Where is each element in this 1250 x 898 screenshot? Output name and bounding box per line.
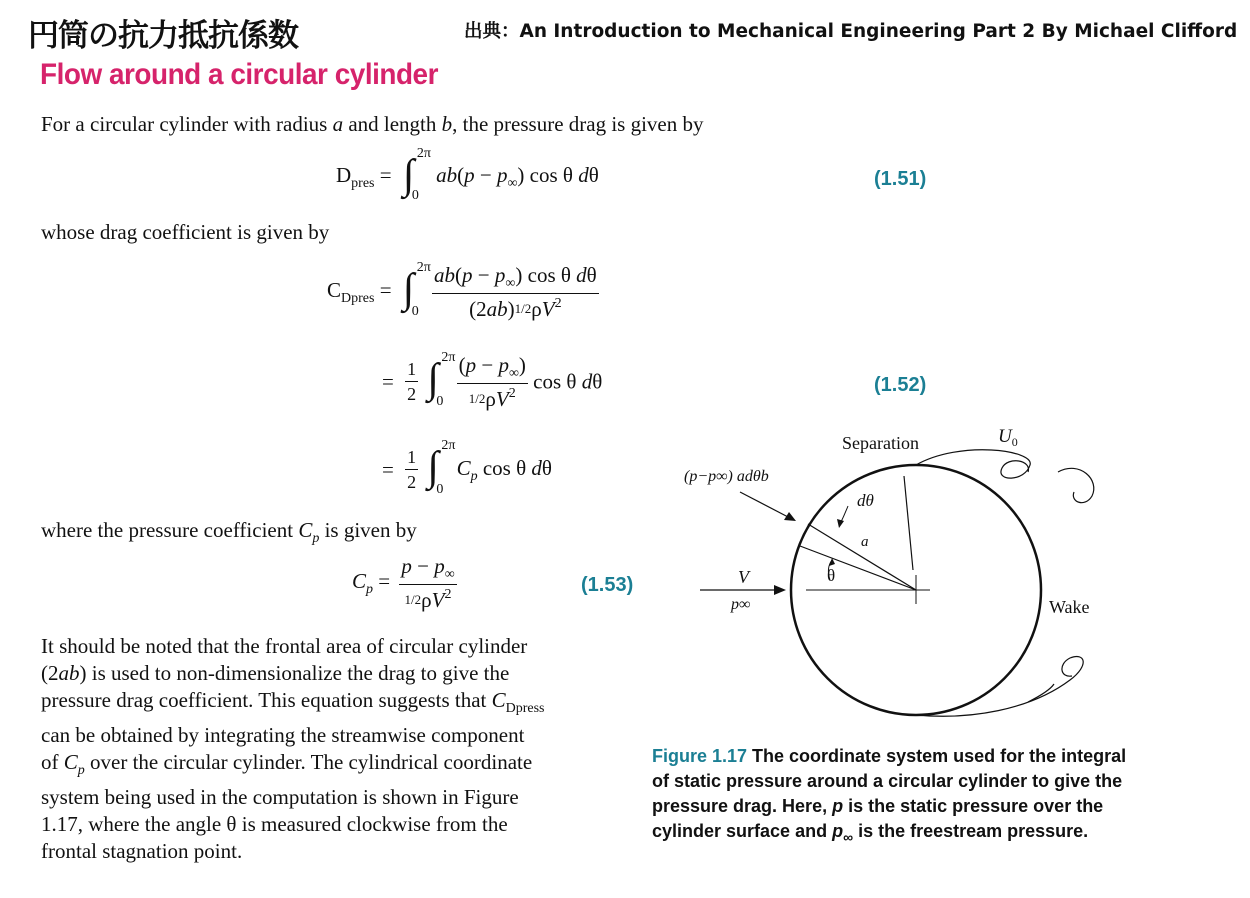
velocity-label: V [738, 567, 749, 587]
u0-label: $U_0$ [998, 426, 1018, 449]
radius-label: a [861, 534, 869, 550]
equation-1-52-line-3: = $\frac{1}{2}$ ∫ 2π 0 $C_p$ cos θ dθ [382, 438, 552, 497]
force-label: (p−p∞) adθb [684, 468, 769, 485]
equation-1-51: $D_{pres}$ = ∫ 2π 0 $ab(p - p_\infty)$ cos θ dθ [336, 146, 599, 203]
section-title: Flow around a circular cylinder [40, 58, 438, 91]
equation-number-1-51: (1.51) [874, 168, 927, 190]
equation-number-1-53: (1.53) [581, 574, 634, 596]
wake-curl-top [916, 450, 1030, 478]
wake-label: Wake [1049, 597, 1090, 617]
separation-label: Separation [842, 433, 919, 453]
page-title-japanese: 円筒の抗力抵抗係数 [28, 18, 298, 54]
wake-curl-bottom [916, 657, 1083, 717]
drag-coefficient-text: whose drag coefficient is given by [41, 220, 330, 244]
separation-line [904, 476, 913, 570]
figure-caption: Figure 1.17 The coordinate system used for the integral of static pressure around a circular cylinder to give the pressure drag. Here, p is the static pressure over the cylinder surface and $p_\infty$ is the freestream pressure. [652, 746, 1127, 845]
equation-1-53: $C_p$ = $\frac{p - p_\infty}{1/2\rho V^2}$ [352, 554, 455, 612]
force-arrow [740, 492, 790, 518]
theta-label: θ [827, 566, 836, 585]
radius-line-2 [800, 546, 916, 590]
body-paragraph: It should be noted that the frontal area of circular cylinder (2ab) is used to non-dimensionalize the drag to give the pressure drag coefficient. This equation suggests that $C_{Dpress}$ can be obtained by integrating the streamwise component of $C_p$ over the circular cylinder. The cylindrical coordinate system being used in the computation is shown in Figure 1.17, where the angle θ is measured clockwise from the frontal stagnation point. [41, 634, 545, 863]
figure-number: Figure 1.17 [652, 746, 748, 766]
source-citation: 出典：An Introduction to Mechanical Engineering Part 2 By Michael Clifford [464, 21, 1238, 42]
cylinder-figure [640, 420, 1120, 740]
dtheta-label: dθ [857, 491, 874, 510]
freestream-pressure-label: p∞ [731, 596, 751, 613]
wake-curl-top-right [1058, 468, 1094, 502]
equation-1-52-line-1: $C_{Dpres}$ = ∫ 2π 0 $\frac{ab(p - p_\infty) \cos \theta d\theta}{(2ab)1/2\rho V^2}$ [327, 260, 597, 321]
equation-number-1-52: (1.52) [874, 374, 927, 396]
equation-1-52-line-2: = $\frac{1}{2}$ ∫ 2π 0 $\frac{(p - p_\infty)}{1/2\rho V^2}$ cos θ dθ [382, 350, 603, 411]
intro-paragraph: For a circular cylinder with radius a and length b, the pressure drag is given by [41, 112, 704, 136]
pressure-coefficient-text: where the pressure coefficient $C_p$ is given by [41, 518, 417, 546]
